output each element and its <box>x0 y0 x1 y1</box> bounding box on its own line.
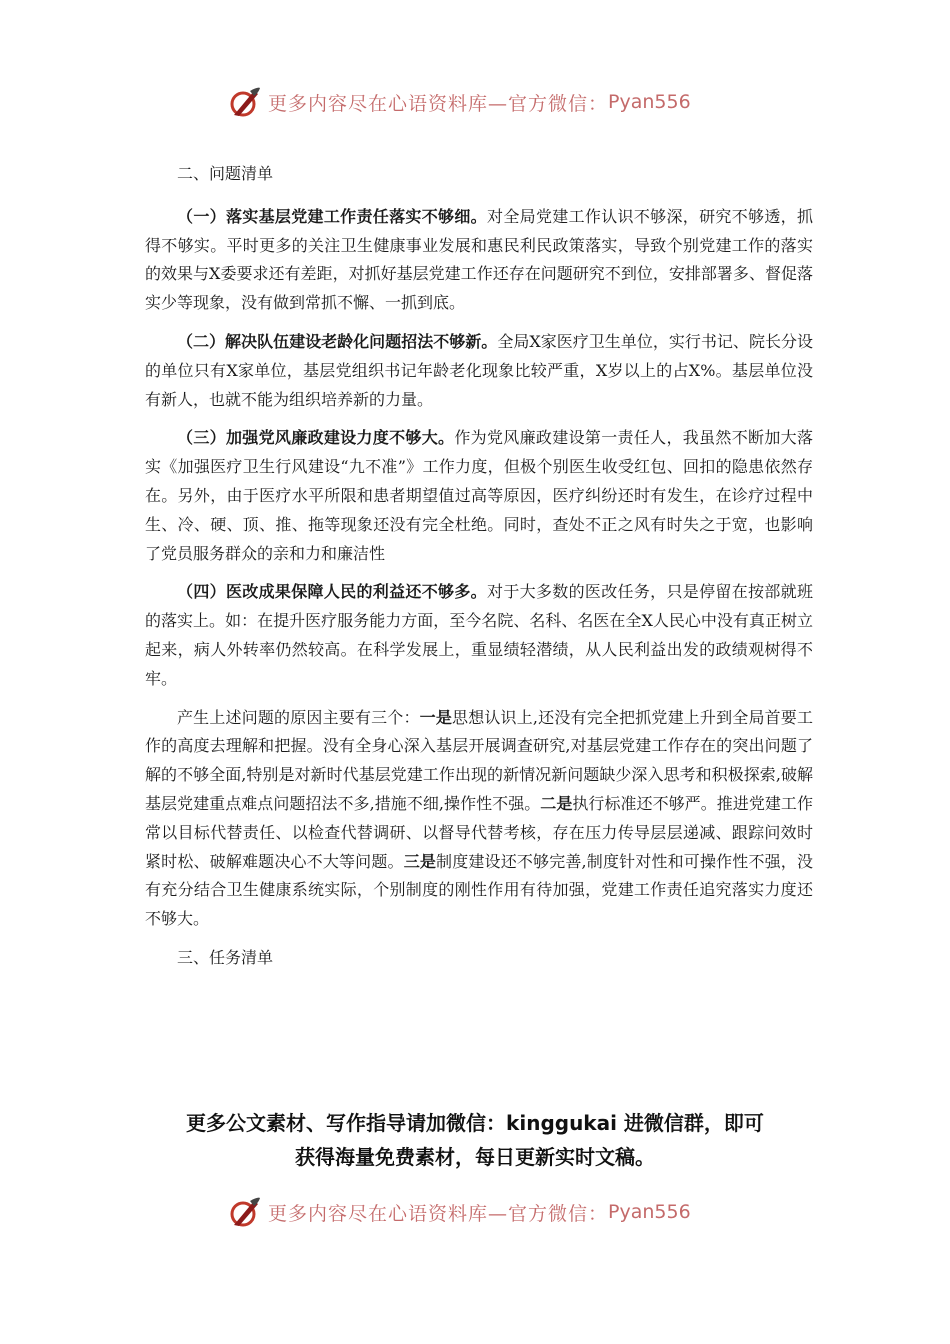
cause-text-2: 执行标准还不够严。推进党建工作常以目标代替责任、以检查代替调研、以督导代替考核，存在压力传导层层递减、跟踪问效时紧时松、破解难题决心不大等问题。 <box>145 793 813 871</box>
section-heading-tasks: 三、任务清单 <box>177 947 274 967</box>
cause-text-3: 制度建设还不够完善,制度针对性和可操作性不强，没有充分结合卫生健康系统实际，个别制度的刚性作用有待加强，党建工作责任追究落实力度还不够大。 <box>145 851 813 929</box>
promo-line-2: 获得海量免费素材，每日更新实时文稿。 <box>295 1145 655 1169</box>
problem-item-3-body: 作为党风廉政建设第一责任人，我虽然不断加大落实《加强医疗卫生行风建设“九不准”》工作力度，但极个别医生收受红包、回扣的隐患依然存在。另外，由于医疗水平所限和患者期望值过高等原因，医疗纠纷还时有发生，在诊疗过程中生、冷、硬、顶、推、拖等现象还没有完全杜绝。同时，查处不正之风有时失之于宽，也影响了党员服务群众的亲和力和廉洁性 <box>145 428 813 563</box>
problem-item-4-body: 对于大多数的医改任务，只是停留在按部就班的落实上。如：在提升医疗服务能力方面，至今名院、名科、名医在全X人民心中没有真正树立起来，病人外转率仍然较高。在科学发展上，重显绩轻潜绩，从人民利益出发的政绩观树得不牢。 <box>145 582 813 688</box>
banner-text: 更多内容尽在心语资料库—官方微信： <box>268 92 609 115</box>
header-banner <box>228 84 748 120</box>
cause-text-1: 思想认识上,还没有完全把抓党建上升到全局首要工作的高度去理解和把握。没有全身心深入基层开展调查研究,对基层党建工作存在的突出问题了解的不够全面,特别是对新时代基层党建工作出现的新情况新问题缺少深入思考和积极探索,破解基层党建重点难点问题招法不多,措施不细,操作性不强。 <box>145 707 813 813</box>
document-body <box>145 160 813 987</box>
banner-wechat-id: Pyan556 <box>608 1201 691 1223</box>
promo-notice <box>120 1106 830 1174</box>
cause-label-1: 一是 <box>419 707 453 727</box>
quill-pen-logo-icon <box>228 1195 262 1229</box>
quill-pen-logo-icon <box>228 85 262 119</box>
footer-banner <box>228 1194 748 1230</box>
problem-item-4 <box>145 578 813 693</box>
problem-item-2-body: 全局X家医疗卫生单位，实行书记、院长分设的单位只有X家单位，基层党组织书记年龄老化现象比较严重，X岁以上的占X%。基层单位没有新人，也就不能为组织培养新的力量。 <box>145 331 813 409</box>
problem-item-4-lead: （四）医改成果保障人民的利益还不够多。 <box>177 582 487 602</box>
causes-paragraph <box>145 704 813 934</box>
cause-label-3: 三是 <box>403 851 437 871</box>
problem-item-1 <box>145 203 813 318</box>
problem-item-1-body: 对全局党建工作认识不够深，研究不够透，抓得不够实。平时更多的关注卫生健康事业发展和惠民利民政策落实，导致个别党建工作的落实的效果与X委要求还有差距，对抓好基层党建工作还存在问题研究不到位，安排部署多、督促落实少等现象，没有做到常抓不懈、一抓到底。 <box>145 206 813 313</box>
problem-item-2-lead: （二）解决队伍建设老龄化问题招法不够新。 <box>177 331 498 351</box>
banner-text: 更多内容尽在心语资料库—官方微信： <box>268 1202 609 1225</box>
causes-intro: 产生上述问题的原因主要有三个： <box>177 707 420 727</box>
problem-item-3-lead: （三）加强党风廉政建设力度不够大。 <box>177 428 455 448</box>
cause-label-2: 二是 <box>540 793 573 813</box>
promo-line-1: 更多公文素材、写作指导请加微信：kinggukai 进微信群，即可 <box>186 1111 764 1135</box>
problem-item-2 <box>145 328 813 414</box>
banner-wechat-id: Pyan556 <box>608 91 691 113</box>
section-heading-problems: 二、问题清单 <box>177 164 274 183</box>
problem-item-1-lead: （一）落实基层党建工作责任落实不够细。 <box>177 206 487 226</box>
problem-item-3 <box>145 424 813 568</box>
